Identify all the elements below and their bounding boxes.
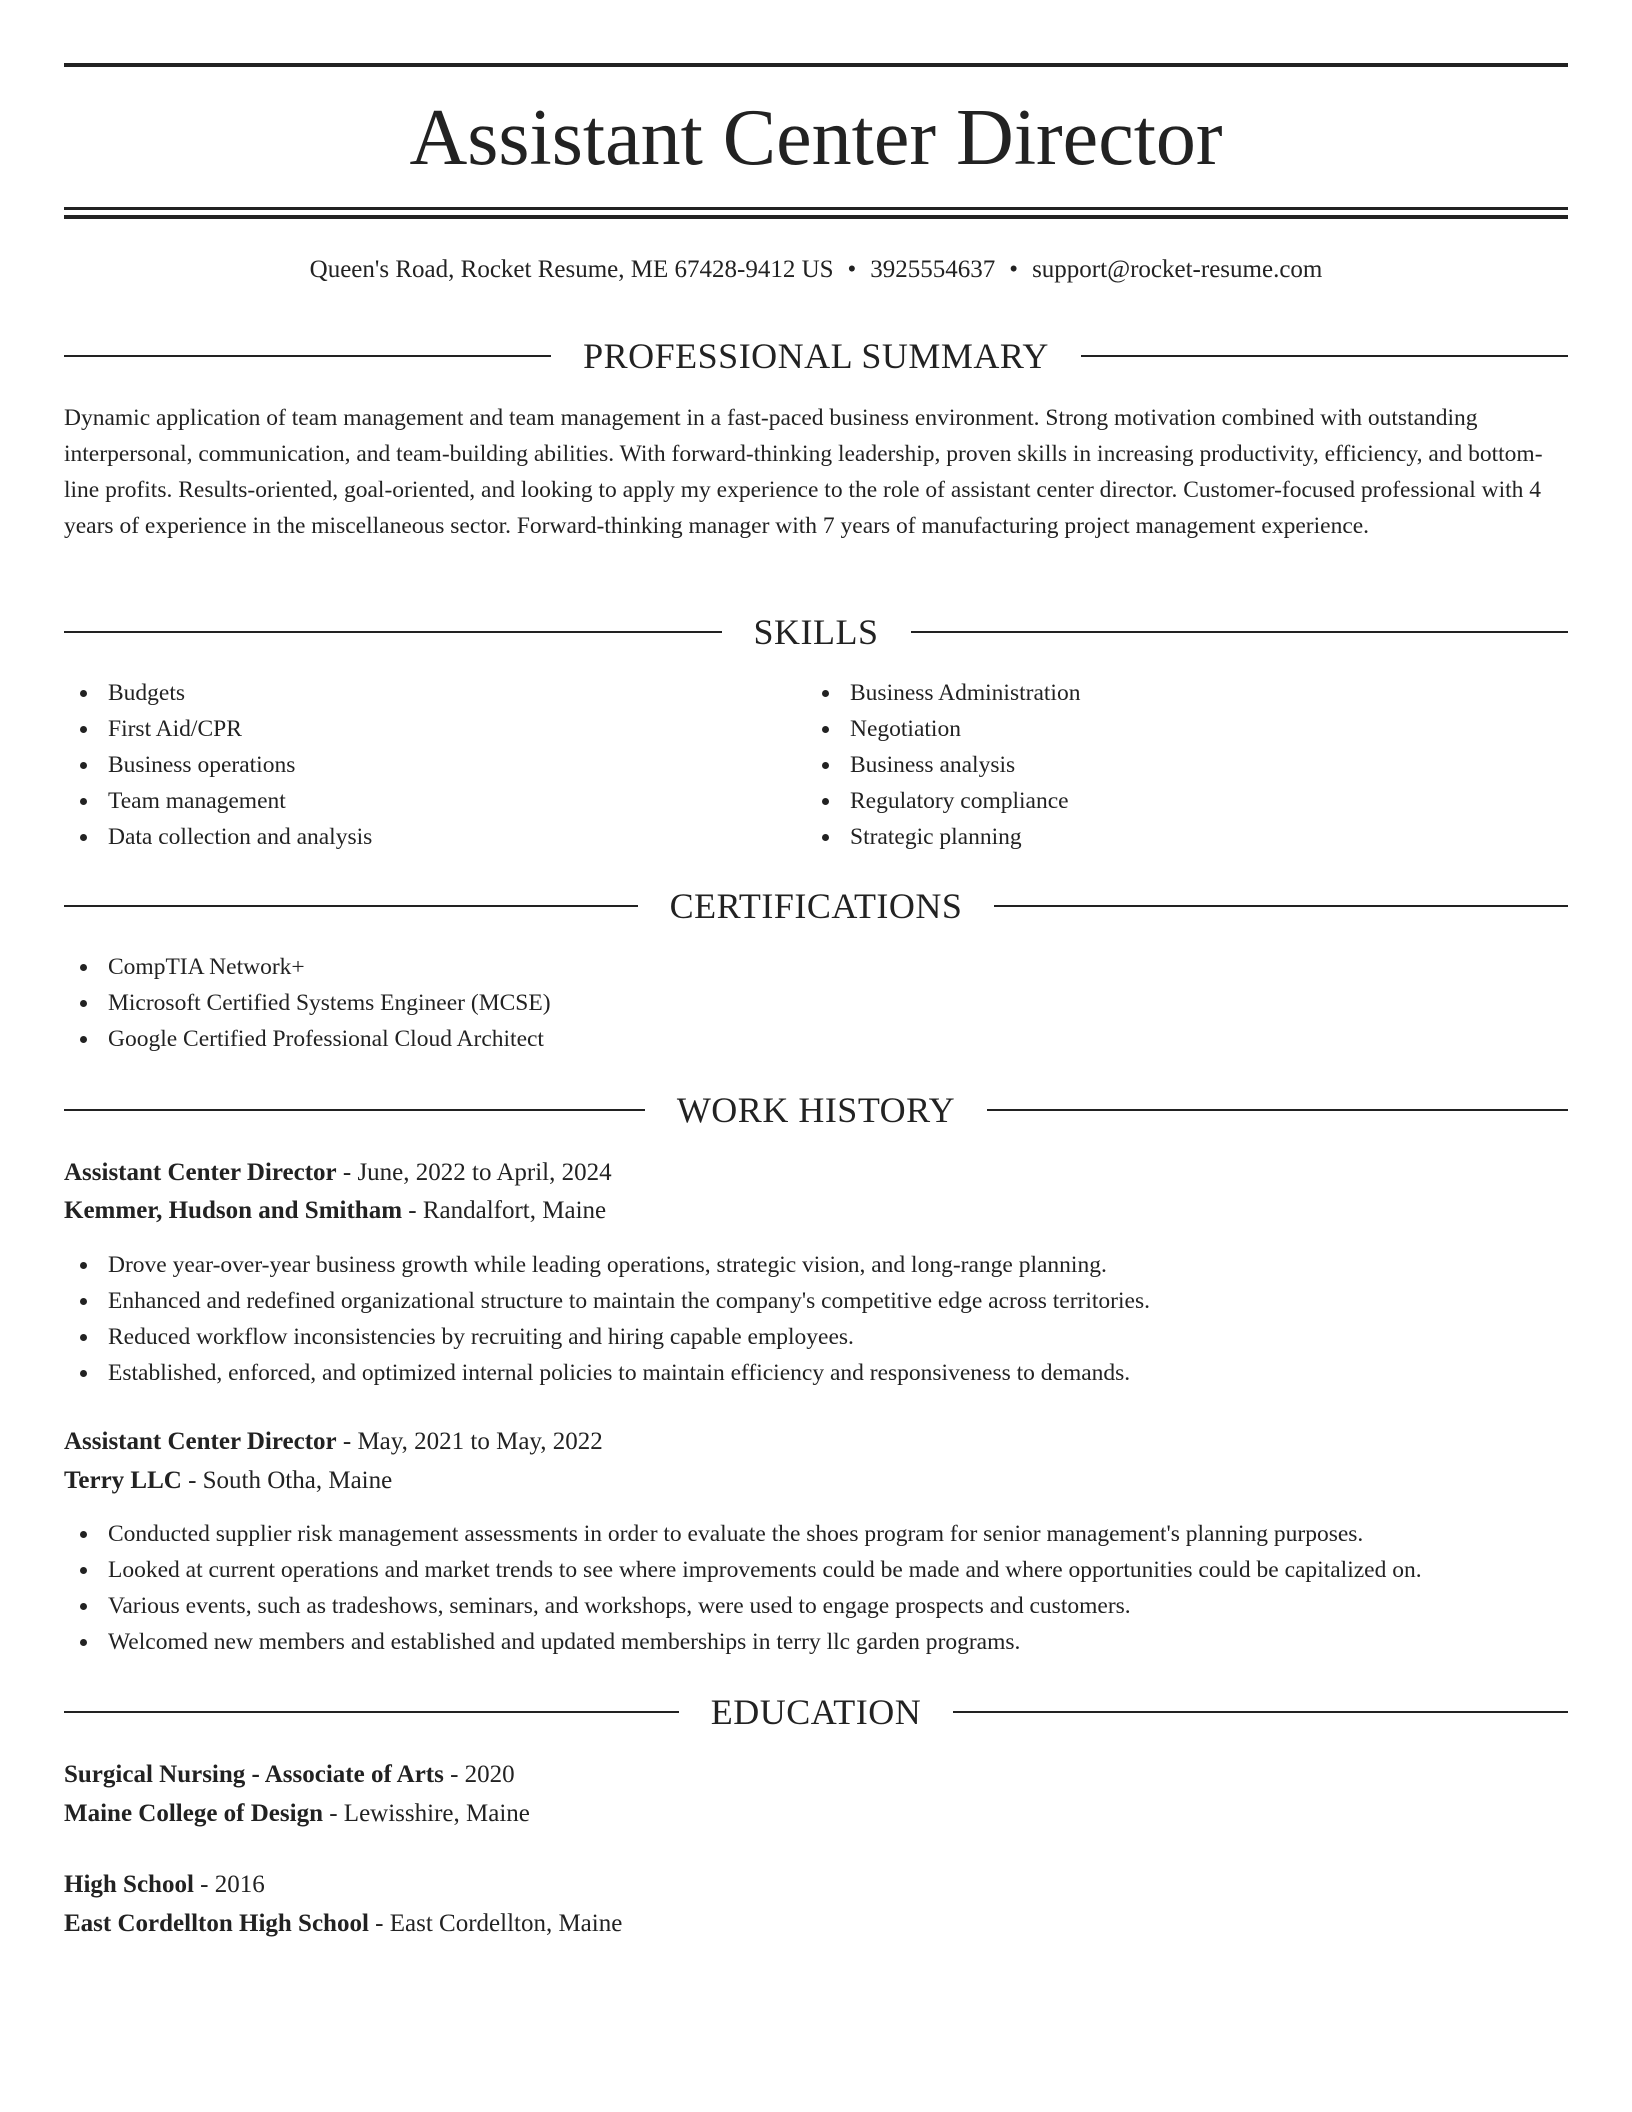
job-location: - South Otha, Maine xyxy=(181,1467,393,1494)
section-title-skills: SKILLS xyxy=(753,612,879,652)
education-school: Maine College of Design xyxy=(64,1800,323,1827)
section-title-work-history: WORK HISTORY xyxy=(676,1090,956,1130)
section-rule xyxy=(64,1109,645,1111)
skill-item: Team management xyxy=(64,783,764,819)
section-title-education: EDUCATION xyxy=(710,1692,922,1732)
header-double-rule-lower xyxy=(64,215,1568,219)
contact-separator: • xyxy=(847,256,857,283)
section-rule xyxy=(1081,355,1568,357)
education-degree-line xyxy=(64,1756,515,1794)
section-header-work-history xyxy=(64,1088,1568,1132)
section-rule xyxy=(64,355,551,357)
job-dates: - June, 2022 to April, 2024 xyxy=(336,1159,612,1186)
skills-column-left xyxy=(64,675,764,855)
contact-email: support@rocket-resume.com xyxy=(1032,256,1323,283)
education-degree-line xyxy=(64,1866,265,1904)
resume-name: Assistant Center Director xyxy=(409,94,1223,182)
job-company-line xyxy=(64,1462,392,1500)
job-title: Assistant Center Director xyxy=(64,1428,337,1455)
skill-item: Strategic planning xyxy=(806,819,1506,855)
job-title-line xyxy=(64,1154,612,1192)
job-title-line xyxy=(64,1423,603,1461)
header-double-rule-upper xyxy=(64,207,1568,210)
section-title-summary: PROFESSIONAL SUMMARY xyxy=(583,336,1049,376)
certification-item: CompTIA Network+ xyxy=(64,949,1568,985)
contact-address: Queen's Road, Rocket Resume, ME 67428-9412 US xyxy=(309,256,834,283)
education-school-line xyxy=(64,1795,530,1833)
education-year: - 2020 xyxy=(443,1761,515,1788)
job-bullet: Welcomed new members and established and updated memberships in terry llc garden programs. xyxy=(64,1624,1568,1660)
job-company: Terry LLC xyxy=(64,1467,182,1494)
section-title-certifications: CERTIFICATIONS xyxy=(669,886,963,926)
job-bullet: Reduced workflow inconsistencies by recruiting and hiring capable employees. xyxy=(64,1319,1568,1355)
skill-item: Regulatory compliance xyxy=(806,783,1506,819)
section-rule xyxy=(64,905,638,907)
section-rule xyxy=(64,1711,679,1713)
education-school: East Cordellton High School xyxy=(64,1910,369,1937)
section-rule xyxy=(953,1711,1568,1713)
job-bullet: Drove year-over-year business growth while leading operations, strategic vision, and long-range planning. xyxy=(64,1247,1568,1283)
skill-item: Business operations xyxy=(64,747,764,783)
section-rule xyxy=(911,631,1569,633)
skill-item: First Aid/CPR xyxy=(64,711,764,747)
education-degree: High School xyxy=(64,1871,194,1898)
certification-item: Google Certified Professional Cloud Architect xyxy=(64,1021,1568,1057)
certifications-list xyxy=(64,949,1568,1057)
job-bullets xyxy=(64,1247,1568,1391)
job-company-line xyxy=(64,1192,606,1230)
job-bullet: Conducted supplier risk management assessments in order to evaluate the shoes program for senior management's planning purposes. xyxy=(64,1516,1568,1552)
skill-item: Data collection and analysis xyxy=(64,819,764,855)
job-bullet: Established, enforced, and optimized internal policies to maintain efficiency and responsiveness to demands. xyxy=(64,1355,1568,1391)
contact-separator: • xyxy=(1009,256,1019,283)
section-header-summary xyxy=(64,334,1568,378)
job-dates: - May, 2021 to May, 2022 xyxy=(336,1428,603,1455)
skill-item: Budgets xyxy=(64,675,764,711)
education-school-line xyxy=(64,1905,622,1943)
section-header-education xyxy=(64,1690,1568,1734)
section-rule xyxy=(64,631,722,633)
section-rule xyxy=(987,1109,1568,1111)
education-year: - 2016 xyxy=(193,1871,265,1898)
certification-item: Microsoft Certified Systems Engineer (MCSE) xyxy=(64,985,1568,1021)
job-location: - Randalfort, Maine xyxy=(402,1197,607,1224)
job-title: Assistant Center Director xyxy=(64,1159,337,1186)
job-bullet: Enhanced and redefined organizational structure to maintain the company's competitive edge across territories. xyxy=(64,1283,1568,1319)
header-top-rule xyxy=(64,63,1568,67)
summary-text: Dynamic application of team management and team management in a fast-paced business environment. Strong motivation combined with outstanding interpersonal, communication, and team-building abilities. With forward-thinking leadership, proven skills in increasing productivity, efficiency, and bottom-line profits. Results-oriented, goal-oriented, and looking to apply my experience to the role of assistant center director. Customer-focused professional with 4 years of experience in the miscellaneous sector. Forward-thinking manager with 7 years of manufacturing project management experience. xyxy=(64,405,1543,539)
education-location: - Lewisshire, Maine xyxy=(322,1800,530,1827)
education-location: - East Cordellton, Maine xyxy=(368,1910,623,1937)
section-header-skills xyxy=(64,610,1568,654)
skill-item: Business Administration xyxy=(806,675,1506,711)
section-header-certifications xyxy=(64,884,1568,928)
skills-column-right xyxy=(806,675,1506,855)
job-bullet: Various events, such as tradeshows, seminars, and workshops, were used to engage prospects and customers. xyxy=(64,1588,1568,1624)
job-company: Kemmer, Hudson and Smitham xyxy=(64,1197,403,1224)
job-bullet: Looked at current operations and market trends to see where improvements could be made and where opportunities could be capitalized on. xyxy=(64,1552,1568,1588)
education-degree: Surgical Nursing - Associate of Arts xyxy=(64,1761,444,1788)
skill-item: Business analysis xyxy=(806,747,1506,783)
skill-item: Negotiation xyxy=(806,711,1506,747)
job-bullets xyxy=(64,1516,1568,1660)
contact-phone: 3925554637 xyxy=(870,256,996,283)
contact-line xyxy=(64,252,1568,288)
section-rule xyxy=(994,905,1568,907)
